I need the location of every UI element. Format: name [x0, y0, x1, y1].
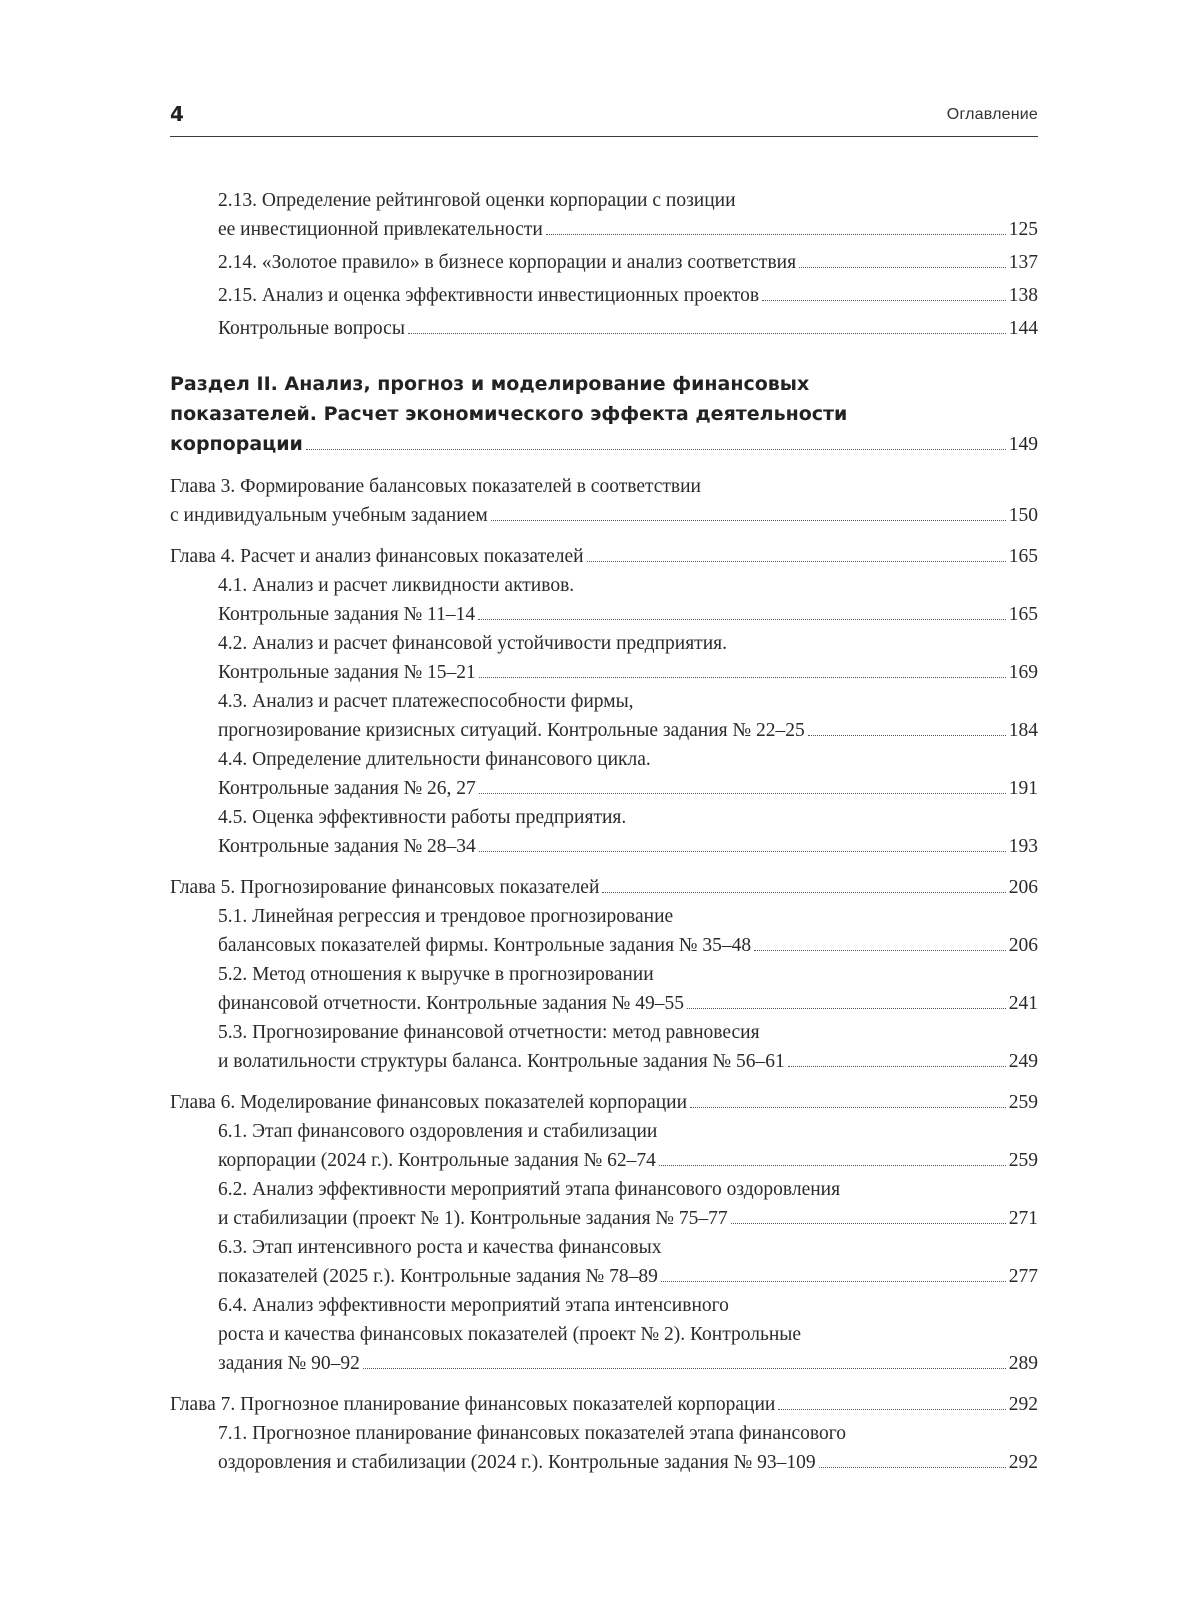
toc-entry-text: и волатильности структуры баланса. Контрольные задания № 56–61: [218, 1051, 785, 1072]
toc-page-number: 249: [1008, 1051, 1038, 1072]
toc-entry-4-3[interactable]: [170, 687, 1038, 745]
toc-page-number: 259: [1008, 1092, 1038, 1113]
toc-entry-5-2[interactable]: [170, 960, 1038, 1018]
toc-page-number: 165: [1008, 604, 1038, 625]
leader-dots: [808, 735, 1006, 736]
toc-entry-2-15[interactable]: [170, 281, 1038, 310]
leader-dots: [778, 1409, 1005, 1410]
toc-chapter-5[interactable]: [170, 873, 1038, 902]
leader-dots: [479, 677, 1006, 678]
leader-dots: [306, 449, 1006, 450]
toc-entry-4-4[interactable]: [170, 745, 1038, 803]
toc-entry-text: 4.1. Анализ и расчет ликвидности активов.: [218, 575, 575, 596]
toc-page-number: 150: [1008, 505, 1038, 526]
toc-chapter-7[interactable]: [170, 1390, 1038, 1419]
toc-entry-text: ее инвестиционной привлекательности: [218, 219, 543, 240]
page-number: 4: [170, 102, 184, 126]
leader-dots: [788, 1066, 1006, 1067]
toc-page-number: 137: [1008, 252, 1038, 273]
toc-page-number: 184: [1008, 720, 1038, 741]
toc-page-number: 149: [1008, 434, 1038, 455]
toc-section-2[interactable]: [170, 369, 1038, 460]
leader-dots: [587, 561, 1006, 562]
leader-dots: [363, 1368, 1006, 1369]
toc-page-number: 292: [1008, 1452, 1038, 1473]
toc-entry-text: 5.2. Метод отношения к выручке в прогнозировании: [218, 964, 654, 985]
leader-dots: [478, 619, 1006, 620]
toc-page-number: 169: [1008, 662, 1038, 683]
toc-entry-text: роста и качества финансовых показателей (проект № 2). Контрольные: [218, 1324, 802, 1345]
toc-section-text: показателей. Расчет экономического эффекта деятельности: [170, 403, 848, 425]
table-of-contents: [170, 186, 1038, 1477]
toc-entry-text: Контрольные задания № 28–34: [218, 836, 476, 857]
toc-entry-text: 6.3. Этап интенсивного роста и качества финансовых: [218, 1237, 662, 1258]
toc-entry-5-1[interactable]: [170, 902, 1038, 960]
toc-entry-text: 2.13. Определение рейтинговой оценки корпорации с позиции: [218, 190, 736, 211]
leader-dots: [602, 892, 1005, 893]
leader-dots: [754, 950, 1006, 951]
toc-entry-text: прогнозирование кризисных ситуаций. Контрольные задания № 22–25: [218, 720, 805, 741]
toc-entry-text: и стабилизации (проект № 1). Контрольные задания № 75–77: [218, 1208, 728, 1229]
toc-entry-6-2[interactable]: [170, 1175, 1038, 1233]
toc-page-number: 271: [1008, 1208, 1038, 1229]
toc-entry-text: 6.1. Этап финансового оздоровления и стабилизации: [218, 1121, 658, 1142]
leader-dots: [690, 1107, 1006, 1108]
toc-entry-text: финансовой отчетности. Контрольные задания № 49–55: [218, 993, 684, 1014]
toc-entry-4-1[interactable]: [170, 571, 1038, 629]
toc-entry-text: 7.1. Прогнозное планирование финансовых показателей этапа финансового: [218, 1423, 847, 1444]
leader-dots: [762, 300, 1006, 301]
toc-chapter-3[interactable]: [170, 472, 1038, 530]
toc-entry-text: оздоровления и стабилизации (2024 г.). Контрольные задания № 93–109: [218, 1452, 816, 1473]
toc-entry-2-14[interactable]: [170, 248, 1038, 277]
page-header: [170, 100, 1038, 137]
toc-entry-7-1[interactable]: [170, 1419, 1038, 1477]
toc-entry-text: 4.3. Анализ и расчет платежеспособности фирмы,: [218, 691, 634, 712]
running-title: Оглавление: [946, 106, 1038, 123]
toc-entry-text: Глава 6. Моделирование финансовых показателей корпорации: [170, 1092, 688, 1113]
toc-chapter-4[interactable]: [170, 542, 1038, 571]
leader-dots: [659, 1165, 1006, 1166]
toc-entry-6-3[interactable]: [170, 1233, 1038, 1291]
toc-page-number: 241: [1008, 993, 1038, 1014]
toc-entry-text: Контрольные задания № 26, 27: [218, 778, 476, 799]
toc-entry-text: Глава 5. Прогнозирование финансовых показателей: [170, 877, 600, 898]
toc-entry-text: 6.2. Анализ эффективности мероприятий этапа финансового оздоровления: [218, 1179, 841, 1200]
toc-page-number: 138: [1008, 285, 1038, 306]
toc-entry-text: с индивидуальным учебным заданием: [170, 505, 488, 526]
leader-dots: [661, 1281, 1006, 1282]
toc-entry-text: 4.4. Определение длительности финансового цикла.: [218, 749, 651, 770]
leader-dots: [819, 1467, 1006, 1468]
leader-dots: [731, 1223, 1006, 1224]
toc-entry-text: Глава 4. Расчет и анализ финансовых показателей: [170, 546, 584, 567]
leader-dots: [408, 333, 1006, 334]
toc-chapter-6[interactable]: [170, 1088, 1038, 1117]
toc-entry-5-3[interactable]: [170, 1018, 1038, 1076]
toc-entry-text: 6.4. Анализ эффективности мероприятий этапа интенсивного: [218, 1295, 729, 1316]
toc-section-text: Раздел II. Анализ, прогноз и моделирование финансовых: [170, 373, 810, 395]
leader-dots: [479, 793, 1006, 794]
toc-entry-text: показателей (2025 г.). Контрольные задания № 78–89: [218, 1266, 658, 1287]
leader-dots: [687, 1008, 1006, 1009]
toc-page-number: 206: [1008, 935, 1038, 956]
toc-entry-text: 4.5. Оценка эффективности работы предприятия.: [218, 807, 627, 828]
toc-entry-text: Контрольные задания № 15–21: [218, 662, 476, 683]
toc-page-number: 125: [1008, 219, 1038, 240]
toc-page-number: 193: [1008, 836, 1038, 857]
toc-entry-text: 5.1. Линейная регрессия и трендовое прогнозирование: [218, 906, 674, 927]
toc-entry-text: Глава 3. Формирование балансовых показателей в соответствии: [170, 476, 701, 497]
toc-entry-text: Глава 7. Прогнозное планирование финансовых показателей корпорации: [170, 1394, 776, 1415]
toc-entry-text: 5.3. Прогнозирование финансовой отчетности: метод равновесия: [218, 1022, 760, 1043]
toc-entry-text: 2.14. «Золотое правило» в бизнесе корпорации и анализ соответствия: [218, 252, 797, 273]
toc-entry-control-questions[interactable]: [170, 314, 1038, 343]
toc-page-number: 259: [1008, 1150, 1038, 1171]
toc-page-number: 289: [1008, 1353, 1038, 1374]
leader-dots: [479, 851, 1006, 852]
toc-entry-text: Контрольные вопросы: [218, 318, 405, 339]
toc-entry-4-5[interactable]: [170, 803, 1038, 861]
toc-entry-text: 2.15. Анализ и оценка эффективности инвестиционных проектов: [218, 285, 760, 306]
toc-page-number: 206: [1008, 877, 1038, 898]
toc-page-number: 144: [1008, 318, 1038, 339]
toc-section-text: корпорации: [170, 433, 303, 455]
leader-dots: [799, 267, 1006, 268]
toc-entry-text: 4.2. Анализ и расчет финансовой устойчивости предприятия.: [218, 633, 727, 654]
toc-page-number: 277: [1008, 1266, 1038, 1287]
toc-entry-text: задания № 90–92: [218, 1353, 360, 1374]
toc-entry-6-1[interactable]: [170, 1117, 1038, 1175]
toc-entry-text: Контрольные задания № 11–14: [218, 604, 476, 625]
toc-entry-text: балансовых показателей фирмы. Контрольные задания № 35–48: [218, 935, 752, 956]
toc-entry-6-4[interactable]: [170, 1291, 1038, 1378]
toc-entry-text: корпорации (2024 г.). Контрольные задания № 62–74: [218, 1150, 656, 1171]
toc-page-number: 165: [1008, 546, 1038, 567]
toc-page-number: 191: [1008, 778, 1038, 799]
leader-dots: [491, 520, 1006, 521]
toc-entry-4-2[interactable]: [170, 629, 1038, 687]
toc-entry-2-13[interactable]: [170, 186, 1038, 244]
toc-page-number: 292: [1008, 1394, 1038, 1415]
leader-dots: [546, 234, 1006, 235]
